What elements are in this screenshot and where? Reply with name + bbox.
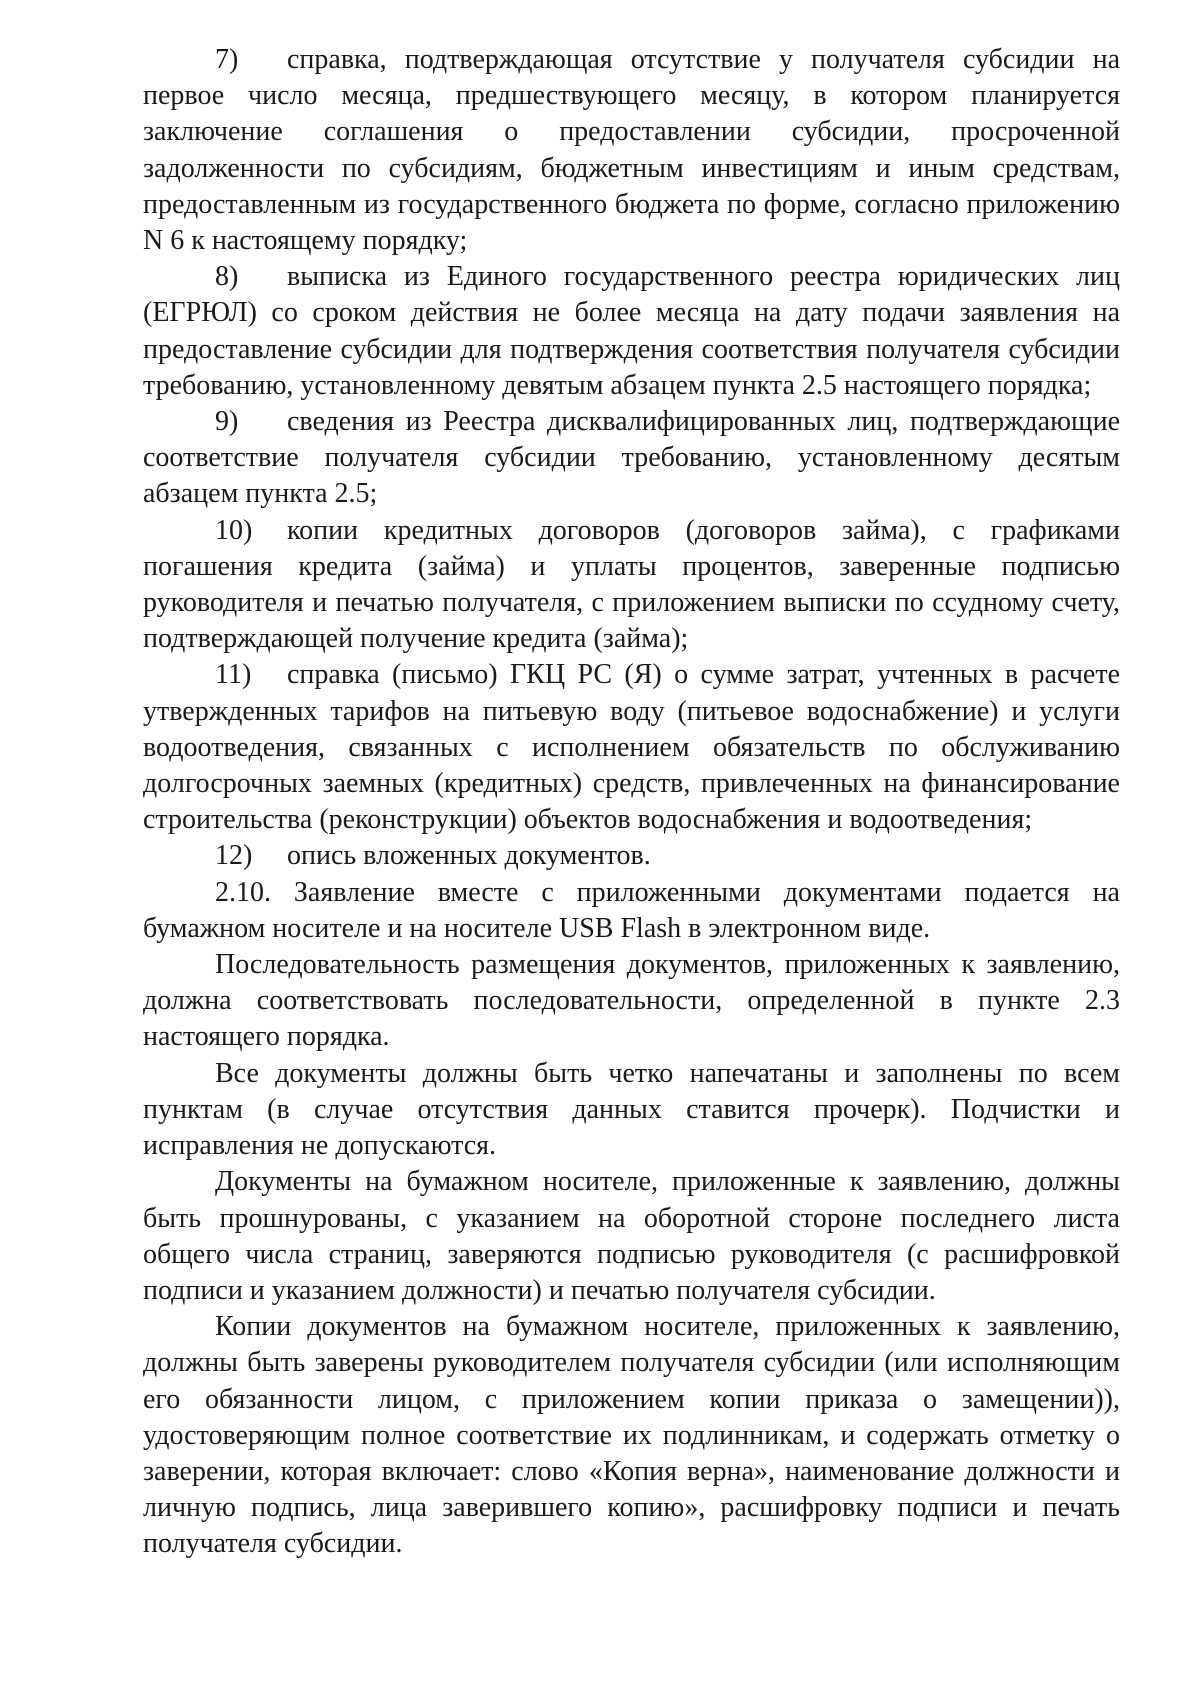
item-number: 12) — [215, 840, 253, 872]
item-text: копии кредитных договоров (договоров займа), с графиками погашения кредита (займа) и уплаты процентов, заверенные подписью руководителя и печатью получателя, с приложением выписки по ссудному счету, подтверждающей получение кредита (займа); — [143, 514, 1120, 655]
item-number: 10) — [215, 514, 253, 546]
list-item-11 — [143, 657, 1120, 838]
list-item-7 — [143, 42, 1120, 259]
paragraph-binding-requirements: Документы на бумажном носителе, приложенные к заявлению, должны быть прошнурованы, с указанием на оборотной стороне последнего листа общего числа страниц, заверяются подписью руководителя (с расшифровкой подписи и указанием должности) и печатью получателя субсидии. — [143, 1166, 1120, 1306]
list-item-10 — [143, 513, 1120, 658]
list-item-8 — [143, 259, 1120, 404]
paragraph-printing-requirements: Все документы должны быть четко напечатаны и заполнены по всем пунктам (в случае отсутствия данных ставится прочерк). Подчистки и исправления не допускаются. — [143, 1057, 1120, 1162]
item-text: справка (письмо) ГКЦ РС (Я) о сумме затрат, учтенных в расчете утвержденных тарифов на питьевую воду (питьевое водоснабжение) и услуги водоотведения, связанных с исполнением обязательств по обслуживанию долгосрочных заемных (кредитных) средств, привлеченных на финансирование строительства (реконструкции) объектов водоснабжения и водоотведения; — [143, 659, 1120, 836]
item-number: 11) — [215, 659, 252, 691]
item-text: опись вложенных документов. — [287, 840, 651, 872]
paragraph-2-10: 2.10. Заявление вместе с приложенными документами подается на бумажном носителе и на носителе USB Flash в электронном виде. — [143, 876, 1120, 944]
item-number: 7) — [215, 44, 239, 75]
list-item-12 — [143, 838, 1120, 874]
item-text: справка, подтверждающая отсутствие у получателя субсидии на первое число месяца, предшествующего месяцу, в котором планируется заключение соглашения о предоставлении субсидии, просроченной задолженности по субсидиям, бюджетным инвестициям и иным средствам, предоставленным из государственного бюджета по форме, согласно приложению N 6 к настоящему порядку; — [143, 44, 1120, 257]
list-item-9 — [143, 404, 1120, 513]
item-text: выписка из Единого государственного реестра юридических лиц (ЕГРЮЛ) со сроком действия не более месяца на дату подачи заявления на предоставление субсидии для подтверждения соответствия получателя субсидии требованию, установленному девятым абзацем пункта 2.5 настоящего порядка; — [143, 261, 1120, 401]
paragraph-copy-certification: Копии документов на бумажном носителе, приложенных к заявлению, должны быть заверены руководителем получателя субсидии (или исполняющим его обязанности лицом, с приложением копии приказа о замещении)), удостоверяющим полное соответствие их подлинникам, и содержать отметку о заверении, которая включает: слово «Копия верна», наименование должности и личную подпись, лица заверившего копию», расшифровку подписи и печать получателя субсидии. — [143, 1311, 1120, 1560]
item-number: 9) — [215, 406, 239, 438]
paragraph-sequence: Последовательность размещения документов, приложенных к заявлению, должна соответствовать последовательности, определенной в пункте 2.3 настоящего порядка. — [143, 949, 1120, 1053]
item-number: 8) — [215, 261, 239, 293]
item-text: сведения из Реестра дисквалифицированных лиц, подтверждающие соответствие получателя субсидии требованию, установленному десятым абзацем пункта 2.5; — [143, 406, 1120, 510]
document-page — [143, 42, 1120, 1563]
